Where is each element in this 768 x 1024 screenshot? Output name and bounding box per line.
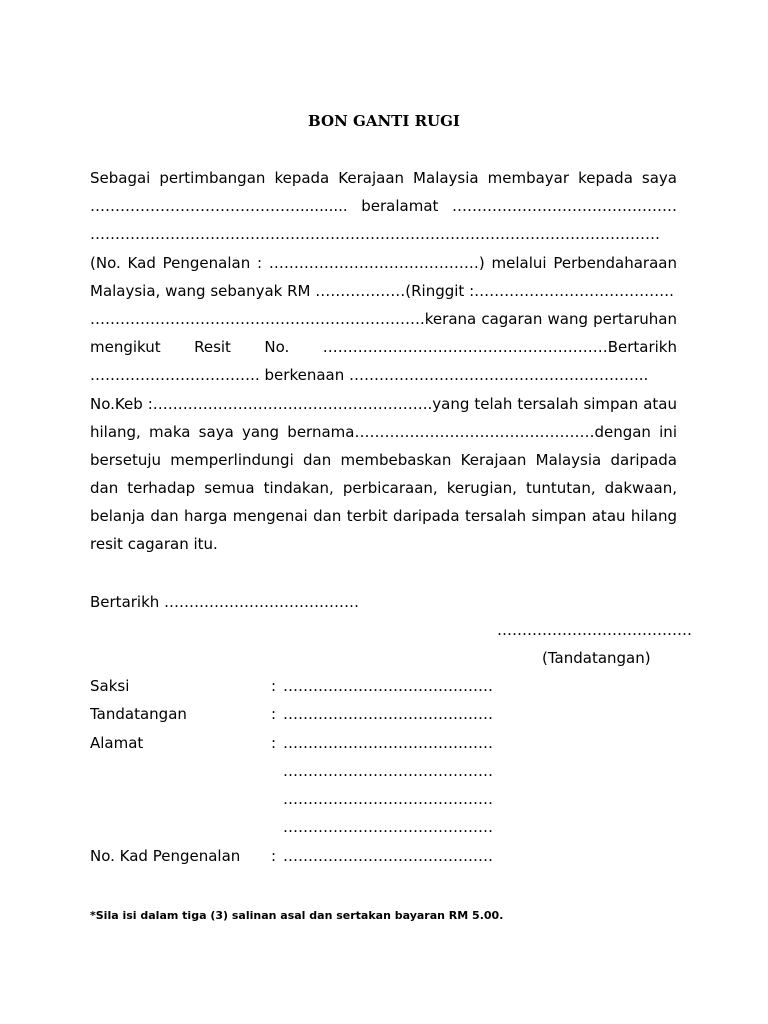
paragraph-line: Malaysia, wang sebanyak RM ………………(Ringgit :…………………………………. [90,281,674,300]
witness-colon: : [271,677,277,695]
witness-label: Alamat [90,733,144,752]
witness-colon: : [271,733,277,752]
indemnity-paragraph [90,164,677,559]
paragraph-line: No.Keb :………………………………………………..yang telah tersalah simpan atau [90,394,677,413]
paragraph-line: (No. Kad Pengenalan : ……………………………………) melalui Perbendaharaan [90,253,677,272]
paragraph-line: ……………………………. berkenaan …………………………………………………... [90,366,649,385]
paragraph-line: resit cagaran itu. [90,535,218,554]
witness-blank: …………………………………… [283,705,493,724]
paragraph-line: mengikut Resit No. …………………………………………………Bertarikh [90,338,677,357]
witness-label: Saksi [90,677,130,695]
witness-blank: …………………………………… [283,790,493,809]
witness-blank: …………………………………… [283,818,493,837]
paragraph-line: …………………………………….......... beralamat ……………………………………… [90,197,677,216]
paragraph-line: ………………………………………………………….kerana cagaran wang pertaruhan [90,309,677,328]
footnote: *Sila isi dalam tiga (3) salinan asal dan sertakan bayaran RM 5.00. [90,909,504,922]
date-field: Bertarikh ………………………………… [90,593,360,611]
document-title: BON GANTI RUGI [308,112,460,130]
signature-line: ………………………………… [497,621,692,639]
paragraph-line: belanja dan harga mengenai dan terbit daripada tersalah simpan atau hilang [90,507,677,526]
witness-blank: …………………………………… [283,733,493,752]
witness-blank: …………………………………… [283,761,493,780]
witness-blank: …………………………………… [283,677,493,695]
paragraph-line: hilang, maka saya yang bernama…………………………………………dengan ini [90,422,677,441]
signature-label: (Tandatangan) [542,649,651,667]
witness-label: Tandatangan [90,705,187,724]
paragraph-line: dan terhadap semua tindakan, perbicaraan, kerugian, tuntutan, dakwaan, [90,479,677,498]
witness-colon: : [271,705,277,724]
paragraph-line: bersetuju memperlindungi dan membebaskan Kerajaan Malaysia daripada [90,450,677,469]
witness-blank: …………………………………… [283,846,493,865]
paragraph-line: …………………………………………………………………………………………………… [90,225,660,244]
paragraph-line: Sebagai pertimbangan kepada Kerajaan Malaysia membayar kepada saya [90,169,677,187]
witness-colon: : [271,846,277,865]
witness-label: No. Kad Pengenalan [90,846,241,865]
